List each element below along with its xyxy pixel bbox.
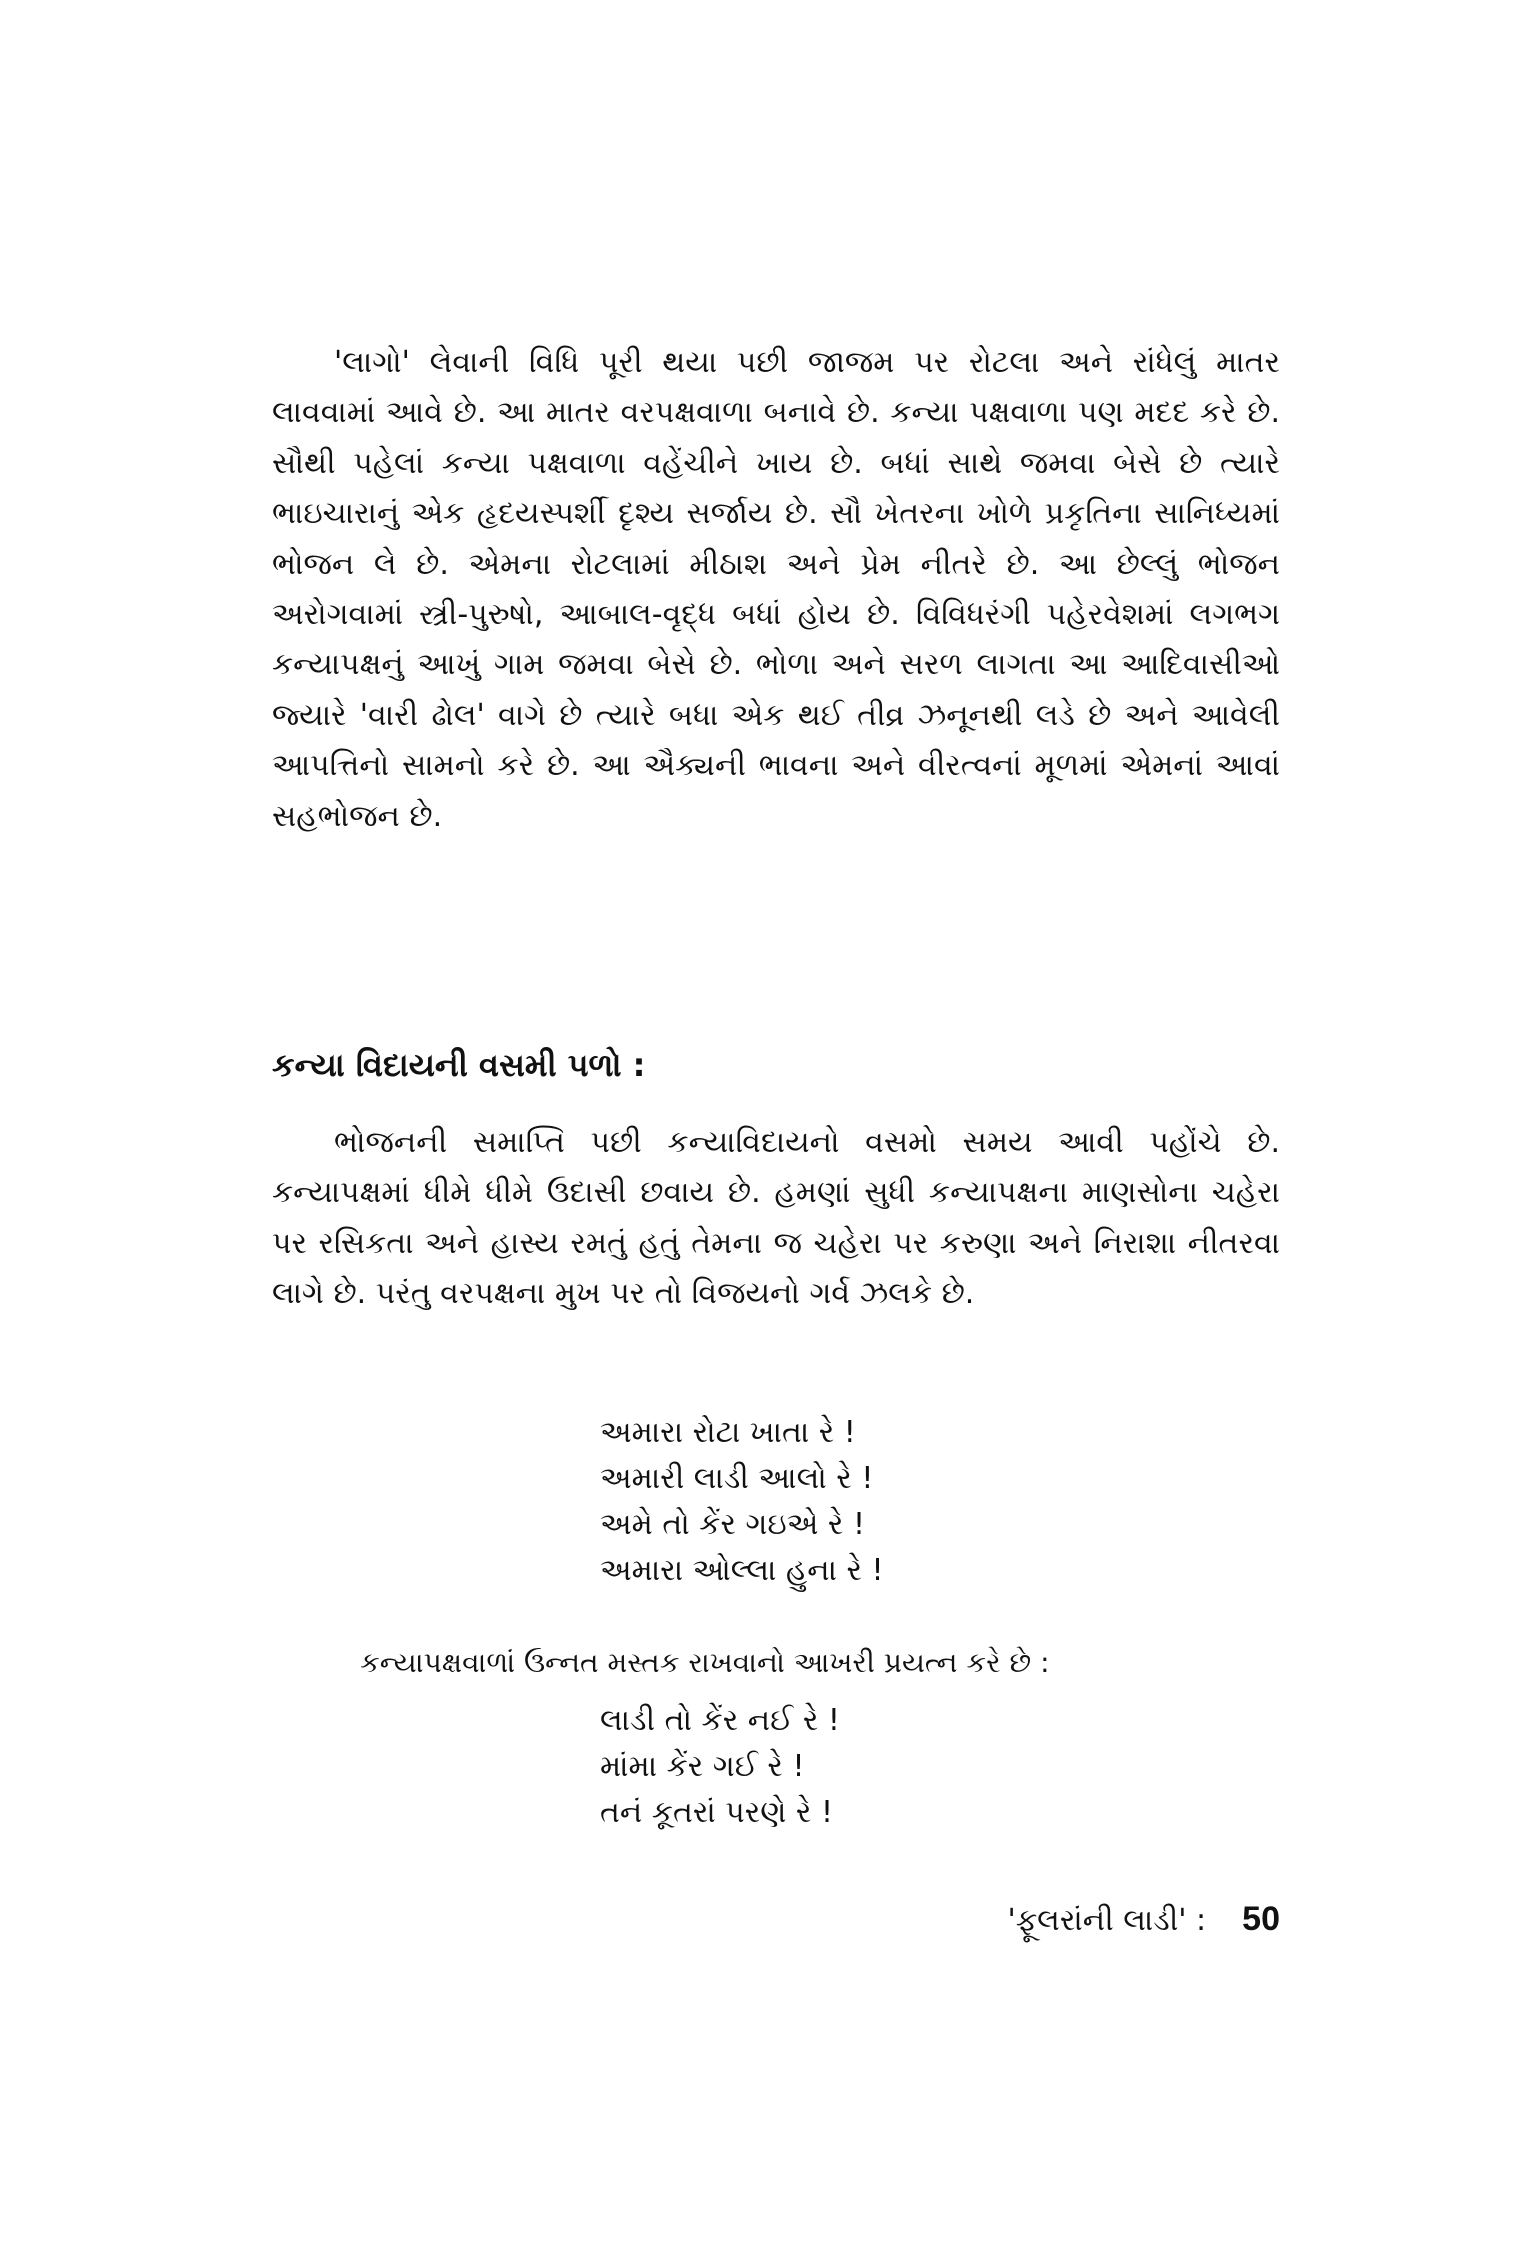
- verse-line: લાડી તો કેંર નઈ રે !: [600, 1703, 840, 1738]
- verse-line: તનં કૂતરાં પરણે રે !: [600, 1795, 833, 1830]
- verse-intro-text: કન્યાપક્ષવાળાં ઉન્નત મસ્તક રાખવાનો આખરી પ્રયત્ન કરે છે :: [360, 1646, 1050, 1679]
- page-footer: [1008, 1900, 1280, 1939]
- verse-line: અમારા રોટા ખાતા રે !: [600, 1415, 856, 1450]
- verse-line: અમારી લાડી આલો રે !: [600, 1461, 874, 1496]
- verse-line: અમારા ઓલ્લા હુના રે !: [600, 1553, 884, 1588]
- page-number: 50: [1242, 1900, 1280, 1938]
- section-heading: કન્યા વિદાયની વસમી પળો :: [272, 1046, 646, 1084]
- body-paragraph-1: 'લાગો' લેવાની વિધિ પૂરી થયા પછી જાજમ પર રોટલા અને રાંધેલું માતર લાવવામાં આવે છે. આ માતર વરપક્ષવાળા બનાવે છે. કન્યા પક્ષવાળા પણ મદદ કરે છે. સૌથી પહેલાં કન્યા પક્ષવાળા વહેંચીને ખાય છે. બધાં સાથે જમવા બેસે છે ત્યારે ભાઇચારાનું એક હૃદયસ્પર્શી દૃશ્ય સર્જાય છે. સૌ ખેતરના ખોળે પ્રકૃતિના સાનિધ્યમાં ભોજન લે છે. એમના રોટલામાં મીઠાશ અને પ્રેમ નીતરે છે. આ છેલ્લું ભોજન અરોગવામાં સ્ત્રી-પુરુષો, આબાલ-વૃદ્ધ બધાં હોય છે. વિવિધરંગી પહેરવેશમાં લગભગ કન્યાપક્ષનું આખું ગામ જમવા બેસે છે. ભોળા અને સરળ લાગતા આ આદિવાસીઓ જ્યારે 'વારી ઢોલ' વાગે છે ત્યારે બધા એક થઈ તીવ્ર ઝનૂનથી લડે છે અને આવેલી આપત્તિનો સામનો કરે છે. આ ઐક્યની ભાવના અને વીરત્વનાં મૂળમાં એમનાં આવાં સહભોજન છે.: [272, 345, 1280, 834]
- verse-line: માંમા કેંર ગઈ રે !: [600, 1749, 805, 1784]
- song-verse-groom-side: [600, 1410, 884, 1594]
- running-title: 'ફૂલરાંની લાડી' :: [1007, 1903, 1207, 1938]
- body-paragraph-2: ભોજનની સમાપ્તિ પછી કન્યાવિદાયનો વસમો સમય આવી પહોંચે છે. કન્યાપક્ષમાં ધીમે ધીમે ઉદાસી છવાય છે. હમણાં સુધી કન્યાપક્ષના માણસોના ચહેરા પર રસિકતા અને હાસ્ય રમતું હતું તેમના જ ચહેરા પર કરુણા અને નિરાશા નીતરવા લાગે છે. પરંતુ વરપક્ષના મુખ પર તો વિજયનો ગર્વ ઝલકે છે.: [272, 1125, 1280, 1312]
- song-verse-bride-side: [600, 1698, 840, 1836]
- verse-line: અમે તો કેંર ગઇએ રે !: [600, 1507, 865, 1542]
